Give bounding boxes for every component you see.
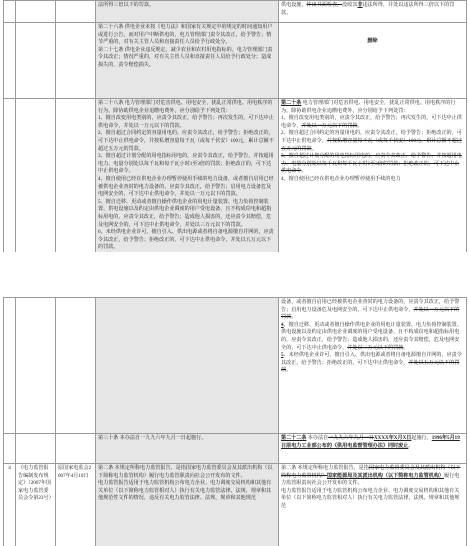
text-segment: 。	[286, 367, 292, 374]
revised-text-cell	[279, 23, 467, 99]
deleted-label: 删除	[367, 38, 378, 44]
original-text-cell: 第二十八条 电力管理部门对危害供电、用电安全，扰乱正常供电、用电秩序的行为，除协助供电企业追缴电费外，应分别给予下列处罚： 1、擅自改变用电类别的，应责令其改正，给予警告；再次发生的，可下达中止供电命令，并处以一万元以下的罚款。 2、擅自超过合同约定的容量用电的，应责令其改正，给予警告；拒绝改正的，可下达中止供电命令，并按私增容量每千瓦（或每千伏安）100元，累计总额不超过五万元的罚款。 3、擅自超过计划分配的用电指标用电的，应责令其改正，给予警告，并按超用电力、电量分别处以每千瓦和每千瓦小时1至3倍的罚款；拒绝改正的，可下达中止供电命令。 4、擅自使用已经在供电企业办理暂停使用手续的电力设备，或者擅自启用已经被供电企业查封的电力设备的，应责令其改正，给予警告；启用电力设备危及电网安全的，可下达中止供电命令，并处以一万元以下的罚款。 5、擅自迁移、更动或者擅自操作供电企业的用电计量装置、电力负荷控制装置、供电设施以及约定由供电企业调度的用户受电设备，且不构成窃电和超指标用电的，应责令其改正，给予警告；造成他人损害的，还应责令其赔偿，危及电网安全的，可下达中止供电命令，并处以三万元以下的罚款。 6、未经供电企业许可，擅自引入、供出电源或者将自备电源擅自并网的，应责令其改正，给予警告；拒绝改正的，可下达中止供电命令，并处以五万元以下的罚款。	[96, 99, 279, 253]
deleted-text: 一九九六年九月一日	[328, 435, 374, 441]
text-segment: 没收其	[342, 2, 358, 8]
text-segment: 、擅自迁移、更动或者擅自操作供电企业的用电计量装置、电力负荷控制装置、供电设施以及约定由供电企业调度的用户受电设备，且不构成窃电和超指标用电的，应责令其改正，给予警告；造成他人损害的，还应责令其赔偿，危及电网安全的，可下达中止供电命令，	[281, 321, 462, 351]
inserted-text: 第二十条	[281, 100, 302, 106]
revised-text-cell	[279, 434, 467, 464]
deleted-text: 并处以五万元以下的罚款	[281, 359, 460, 374]
revised-text-cell	[279, 298, 467, 434]
text-segment: 电力管理部门对危害供电、用电安全，扰乱正常供电、用电秩序的行为，除协助供电企业追缴电费外，应分别给予下列处罚： 1、擅自改变用电类别的，应责令其改正，给予警告；再次发生的，可下达中止供电命令，	[281, 100, 462, 129]
text-segment: 以违法所得三倍以下的罚款。	[281, 2, 455, 16]
text-segment: 违法所得，并处	[362, 2, 399, 8]
inserted-text: XXXX年X月X日	[374, 435, 412, 441]
comparison-table-top	[3, 0, 467, 252]
table-section-bottom	[0, 297, 469, 546]
text-segment: 本办法自	[306, 435, 329, 441]
text-segment: 、未经供电企业许可，擅自引入、供出电源或者将自备电源擅自并网的，应责令其改正，给予警告；拒绝改正的，可下达中止供电命令，	[281, 352, 462, 366]
table-row	[4, 1, 467, 23]
revised-text	[281, 2, 464, 17]
table-row	[4, 434, 467, 464]
inserted-text: 5	[281, 352, 284, 359]
original-text-cell: 第三十条 本办法自一九九六年九月一日起施行。	[96, 434, 279, 464]
deleted-text: 3、擅自超过计划分配的用电指标用电的，应责令其改正，给予警告，并按超用电力、电量分别处以每千瓦和每千瓦小时1至3倍的罚款；拒绝改正的，可下达中止供电命令	[281, 153, 462, 175]
inserted-text: 第二十二条	[281, 435, 307, 441]
table-row	[4, 99, 467, 253]
table-section-top	[0, 0, 469, 252]
regulation-title: 《电力监管报告编制发布规定》（2007年国家电力监管委员会令第23号）	[16, 464, 56, 546]
text-segment: 。	[311, 145, 317, 152]
original-text-cell	[96, 298, 279, 434]
text-segment: 起施行。	[411, 435, 432, 441]
deleted-text: 并处以一万元以下的罚款	[301, 122, 358, 129]
table-row	[4, 23, 467, 99]
original-text-cell: 法所得三倍以下的罚款。	[96, 1, 279, 23]
inserted-text: 非	[357, 2, 363, 8]
deleted-text: 国家电力监管委员会及其派出机构（以下简称电力监管机构）	[281, 465, 461, 479]
original-text-cell: 第二条 本规定所称电力监管报告，是指国家电力监管委员会及其派出机构（以下简称电力监管机构）履行电力监管职责向社会公开发布的文件。 电力监管报告适用于电力监管机构公布电力企业、电力调度交易机构和其他有关单位（以下简称电力监管相对人）执行有关电力监管法律、法规、规章和其他规范性文件的情况，违反有关电力监管法律、法规、规章和其他规范	[96, 464, 279, 546]
issuer-and-date: 原国家电监会2007年4月10日	[56, 464, 96, 546]
revised-text-cell	[279, 464, 467, 546]
title-cell	[16, 1, 56, 23]
page-gap	[0, 252, 469, 297]
deleted-text: 并处以一万元以下的罚款	[281, 306, 460, 321]
text-segment: 。 4、擅自使用已经在供电企业办理暂停使用手续的电力	[281, 168, 401, 182]
revised-text	[281, 100, 464, 184]
comparison-table-bottom	[3, 297, 467, 546]
row-index: 4	[4, 464, 16, 546]
text-segment: 。 2、擅自超过合同约定的容量用电的，应责令其改正，给予警告；拒绝改正的，可下达中止供电命令，	[281, 122, 462, 144]
revised-text	[281, 299, 464, 375]
deleted-text: 并按私增容量每千瓦（或每千伏安）100元，累计总额不超过五万元的罚款	[281, 137, 462, 152]
revised-text-cell	[279, 99, 467, 253]
original-text-cell: 第二十六条 供电企业未按《电力法》和国家有关规定中的规定的时间通知用户或进行公告，而对用户中断供电的，电力管理部门责令其改正，给予警告；情节严重的，对有关主管人员和直接责任人员给予行政处分。 第二十七条 供电企业违反规定，减少农业和农村用电指标的，电力管理部门责令其改正；情况严重的，对有关主管人员和直接责任人员给予行政处分；造成损失的，责令赔偿损失。	[96, 23, 279, 99]
text-segment: 。	[408, 442, 414, 449]
index-cell	[4, 1, 16, 23]
inserted-text: 1996年5月19日原电力工业部公布的《供用电监督管理办法》同时废止	[281, 435, 460, 449]
inserted-text: 国家能源局及其派出机构（以下简称电力监管机构）	[326, 472, 445, 479]
text-segment: 。	[291, 314, 297, 321]
table-row	[4, 464, 467, 546]
text-segment: 设备，或者擅自启用已经被供电企业查封的电力设备的，应责令其改正，给予警告；启用电力设备危及电网安全的，可下达中止供电命令，	[281, 299, 460, 313]
deleted-text: 并处以三万元以下的罚款	[347, 344, 404, 351]
text-segment: 第二条 本规定所称电力监管报告，是指	[281, 465, 369, 471]
text-segment: 履行电力监管职责向社会公开发布的文件。 电力监管报告适用于电力监管机构公布电力企业、电力调度交易机构和其他有关单位（以下简称电力监管相对人）执行有关电力监管法律、法规、规章和其他规范	[281, 472, 460, 509]
table-row	[4, 298, 467, 434]
issuer-cell	[56, 1, 96, 23]
inserted-text: 4	[281, 321, 284, 328]
revised-text	[281, 435, 464, 450]
text-segment: 供电设施，	[281, 2, 307, 8]
deleted-text: 作出书面检查，	[306, 2, 343, 8]
revised-text-cell	[279, 1, 467, 23]
revised-text	[281, 465, 464, 511]
text-segment: 。	[403, 344, 409, 351]
